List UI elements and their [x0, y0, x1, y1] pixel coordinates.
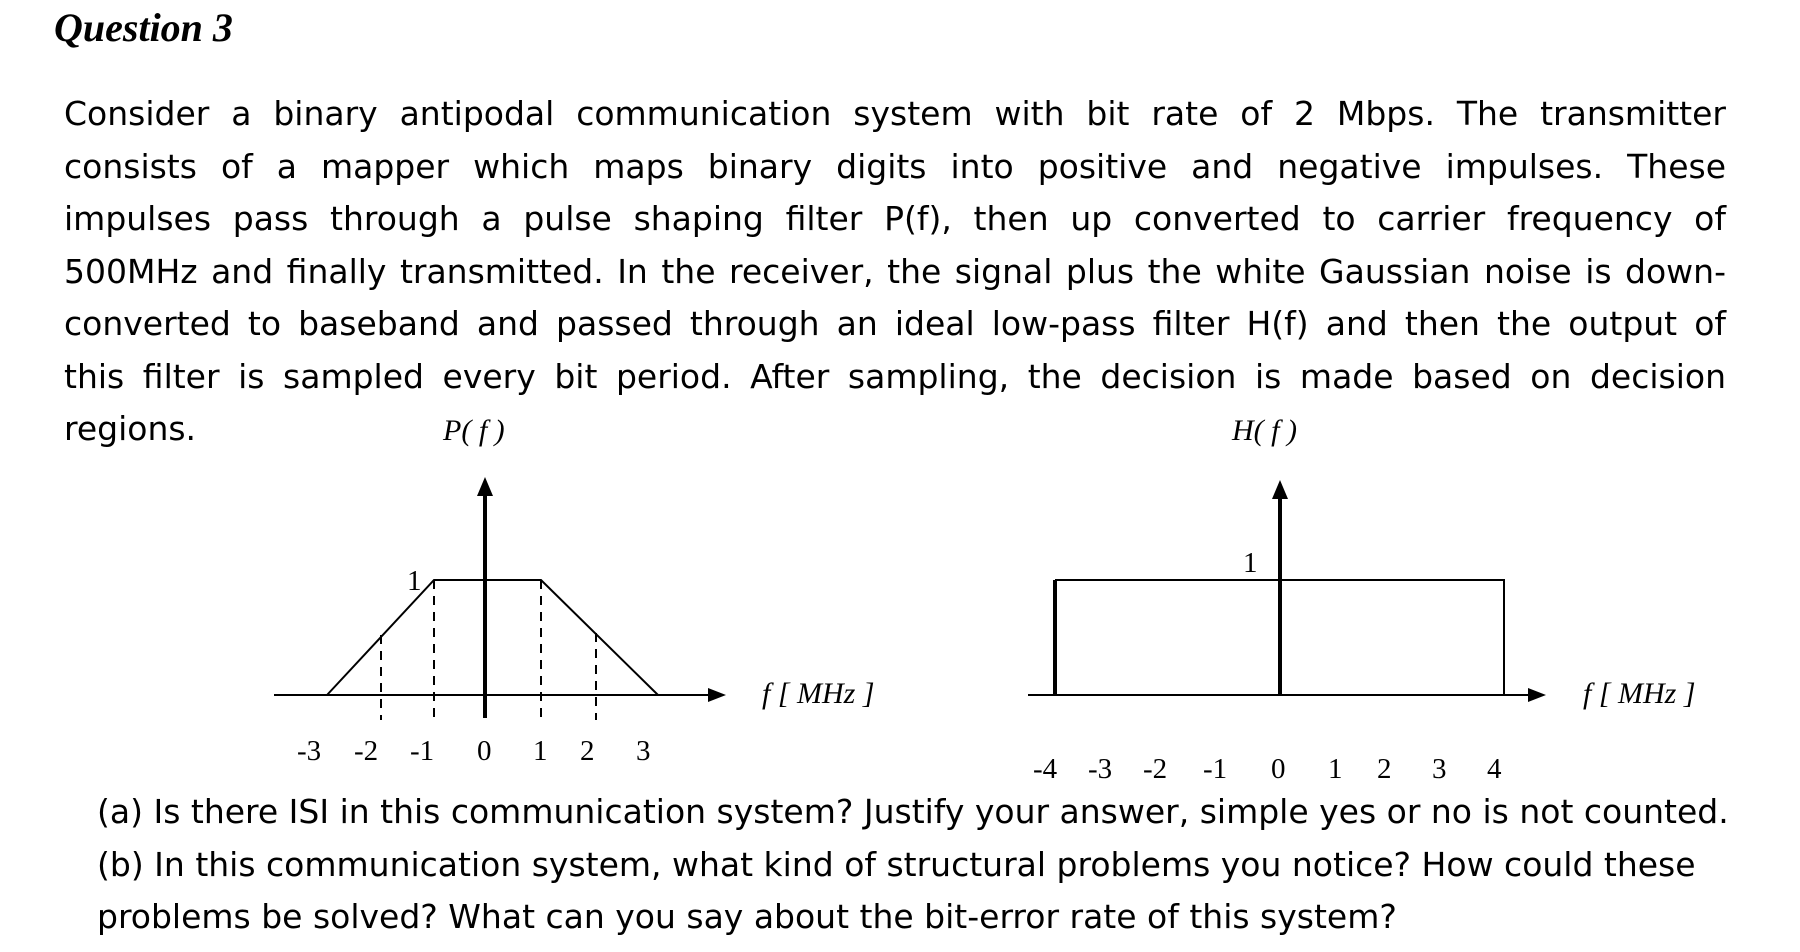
h-tick-label: -2: [1143, 753, 1168, 785]
question-a: (a) Is there ISI in this communication system? Justify your answer, simple yes or no is not counted.: [97, 792, 1729, 831]
p-y-arrow: [477, 477, 493, 496]
question-b: (b) In this communication system, what kind of structural problems you notice? How could these: [97, 844, 1696, 884]
paragraph-line: 500MHz and finally transmitted. In the receiver, the signal plus the white Gaussian noise is down-: [64, 251, 1726, 291]
figure-h: [1028, 414, 1696, 785]
p-tick-label: -2: [354, 735, 379, 767]
paragraph-line: converted to baseband and passed through an ideal low-pass filter H(f) and then the output of: [64, 304, 1726, 343]
h-tick-label: 2: [1377, 753, 1392, 785]
p-tick-label: -1: [410, 735, 435, 767]
h-tick-label: 0: [1271, 753, 1286, 785]
question-b-continued: problems be solved? What can you say about the bit-error rate of this system?: [97, 897, 1397, 936]
paragraph-line: impulses pass through a pulse shaping filter P(f), then up converted to carrier frequency of: [64, 199, 1726, 238]
questions: [97, 786, 1777, 944]
h-tick-label: 4: [1487, 753, 1502, 785]
question-heading: Question 3: [54, 5, 233, 50]
figure-p: [274, 414, 875, 767]
p-tick-label: 0: [477, 735, 492, 767]
h-tick-label: 1: [1328, 753, 1343, 785]
p-title: P( f ): [443, 414, 505, 447]
h-x-label: f [ MHz ]: [1583, 677, 1696, 710]
p-x-label: f [ MHz ]: [762, 677, 875, 710]
h-tick-label: -4: [1033, 753, 1058, 785]
h-peak-label: 1: [1243, 547, 1258, 579]
p-tick-label: 3: [636, 735, 651, 767]
h-tick-label: -3: [1088, 753, 1113, 785]
paragraph-line: Consider a binary antipodal communication system with bit rate of 2 Mbps. The transmitter: [64, 94, 1726, 133]
p-tick-label: -3: [297, 735, 322, 767]
p-tick-label: 2: [580, 735, 595, 767]
h-x-arrow: [1528, 688, 1546, 702]
p-tick-label: 1: [533, 735, 548, 767]
p-trapezoid: [327, 580, 658, 695]
h-y-arrow: [1272, 480, 1288, 499]
h-tick-label: -1: [1203, 753, 1228, 785]
paragraph-line: regions.: [64, 409, 197, 448]
paragraph-line: consists of a mapper which maps binary digits into positive and negative impulses. These: [64, 146, 1726, 186]
p-x-arrow: [708, 688, 726, 702]
h-tick-label: 3: [1432, 753, 1447, 785]
h-title: H( f ): [1232, 414, 1297, 447]
p-peak-label: 1: [407, 565, 422, 597]
paragraph-line: this filter is sampled every bit period. After sampling, the decision is made based on decision: [64, 356, 1726, 396]
